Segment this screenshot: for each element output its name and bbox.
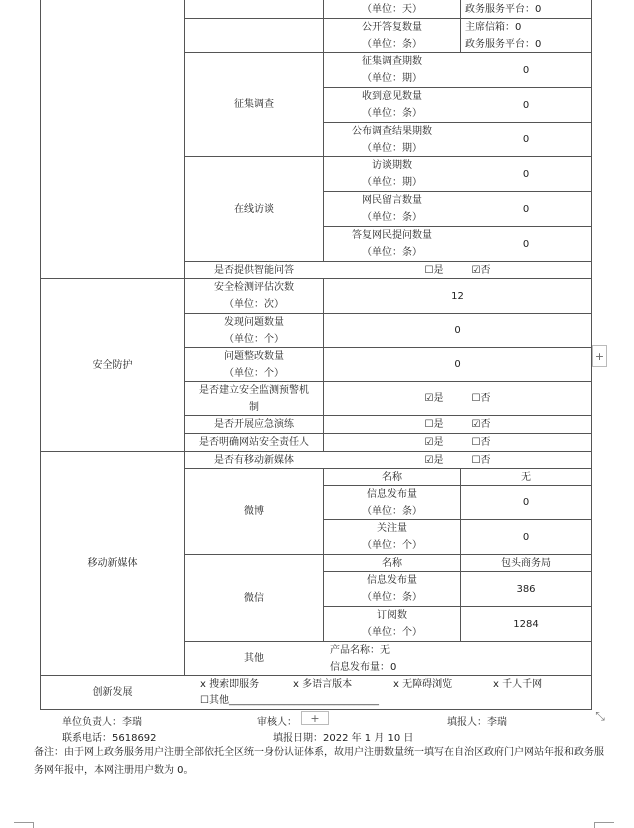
has-mobile-no-checkbox[interactable]: ☐否 xyxy=(471,454,491,466)
item-cell: 是否明确网站安全责任人 xyxy=(199,437,309,448)
item-cell: 名称 xyxy=(382,557,402,569)
fill-date: 填报日期：2022 年 1 月 10 日 xyxy=(273,733,414,744)
value-cell: 0 xyxy=(522,99,530,111)
value-line: 政务服务平台：0 xyxy=(465,39,542,50)
crop-mark xyxy=(14,822,34,823)
value-cell: 1284 xyxy=(513,618,539,630)
crop-mark xyxy=(33,822,34,828)
value-line: 主席信箱：0 xyxy=(465,22,522,33)
item-cell: 安全检测评估次数 （单位：次） xyxy=(214,282,294,310)
value-cell: 0 xyxy=(522,64,530,76)
has-mobile-yes-checkbox[interactable]: ☑是 xyxy=(424,454,444,466)
report-table xyxy=(40,0,592,710)
smart-qa-options xyxy=(324,262,591,278)
item-cell: 信息发布量 （单位：条） xyxy=(362,575,422,603)
value-cell xyxy=(461,0,591,18)
add-row-button[interactable]: + xyxy=(592,345,607,367)
reviewer: 审核人： xyxy=(257,717,297,728)
value-cell: 0 xyxy=(522,134,530,145)
drill-options xyxy=(324,416,591,433)
item-cell: 收到意见数量 （单位：条） xyxy=(362,91,422,119)
has-mobile-options xyxy=(324,452,591,468)
expand-icon[interactable]: ⤡ xyxy=(595,709,605,723)
item-line: （单位：条） xyxy=(362,38,422,50)
item-line: 公开答复数量 xyxy=(362,21,422,33)
survey-label: 征集调查 xyxy=(234,99,274,110)
unit-leader: 单位负责人：李瑞 xyxy=(62,717,142,728)
item-cell xyxy=(324,19,460,52)
responsible-options xyxy=(324,434,591,451)
other-label: 其他 xyxy=(244,653,264,664)
has-mobile-label: 是否有移动新媒体 xyxy=(214,454,294,466)
item-cell: 问题整改数量 （单位：个） xyxy=(224,350,284,379)
value-cell: 0 xyxy=(522,238,530,250)
crop-mark xyxy=(594,822,614,823)
security-label: 安全防护 xyxy=(92,359,133,371)
option-multilingual[interactable]: x 多语言版本 xyxy=(293,679,353,690)
item-cell: 征集调查期数 （单位：期） xyxy=(362,56,422,84)
warning-options xyxy=(324,382,591,415)
reporter: 填报人：李瑞 xyxy=(447,717,507,728)
item-cell: 答复网民提问数量 （单位：条） xyxy=(352,230,432,258)
responsible-no-checkbox[interactable]: ☐否 xyxy=(471,437,491,448)
item-line: （单位：天） xyxy=(362,3,422,15)
option-search-service[interactable]: x 搜索即服务 xyxy=(200,679,260,690)
interview-label: 在线访谈 xyxy=(234,203,274,215)
item-cell: 是否开展应急演练 xyxy=(214,419,294,430)
responsible-yes-checkbox[interactable]: ☑是 xyxy=(424,437,444,448)
value-cell: 12 xyxy=(451,290,464,302)
value-cell: 无 xyxy=(521,471,531,483)
item-cell: 公布调查结果期数 （单位：期） xyxy=(352,125,432,154)
innovation-label: 创新发展 xyxy=(92,687,133,698)
drill-no-checkbox[interactable]: ☑否 xyxy=(471,419,491,430)
item-cell: 访谈期数 （单位：期） xyxy=(362,160,422,188)
option-accessibility[interactable]: x 无障碍浏览 xyxy=(393,679,453,690)
footnote: 备注：由于网上政务服务用户注册全部依托全区统一身份认证体系，故用户注册数量统一填写在自治区政府门户网站年报和政务服务网年报中，本网注册用户数为 0。 xyxy=(34,747,604,776)
value-cell: 包头商务局 xyxy=(501,557,551,569)
weixin-label: 微信 xyxy=(244,592,264,604)
weibo-label: 微博 xyxy=(244,506,264,517)
item-cell: 关注量 （单位：个） xyxy=(362,523,422,551)
value-cell: 0 xyxy=(454,325,461,336)
item-cell: 发现问题数量 （单位：个） xyxy=(224,316,284,345)
item-cell: 网民留言数量 （单位：条） xyxy=(362,195,422,223)
other-value: 产品名称：无 信息发布量：0 xyxy=(330,645,397,673)
value-cell: 0 xyxy=(522,531,530,543)
innovation-options xyxy=(200,677,590,709)
warning-yes-checkbox[interactable]: ☑是 xyxy=(424,393,444,404)
add-reviewer-button[interactable]: + xyxy=(301,711,329,725)
value-cell: 0 xyxy=(522,203,530,215)
item-cell: 订阅数 （单位：个） xyxy=(362,610,422,638)
value-text: 政务服务平台：0 xyxy=(465,3,542,15)
value-cell: 0 xyxy=(522,497,530,508)
item-cell: 名称 xyxy=(382,471,402,483)
value-cell xyxy=(461,19,591,52)
value-cell: 386 xyxy=(516,583,536,595)
option-other[interactable]: ☐其他______________________________ xyxy=(200,695,379,706)
smart-qa-no-checkbox[interactable]: ☑否 xyxy=(471,264,491,276)
drill-yes-checkbox[interactable]: ☐是 xyxy=(424,419,444,430)
warning-no-checkbox[interactable]: ☐否 xyxy=(471,393,491,404)
smart-qa-label: 是否提供智能问答 xyxy=(214,264,294,276)
contact-phone: 联系电话：5618692 xyxy=(62,733,157,744)
item-cell xyxy=(324,0,460,18)
smart-qa-yes-checkbox[interactable]: ☐是 xyxy=(424,264,444,276)
option-personalized[interactable]: x 千人千网 xyxy=(493,679,543,690)
item-cell: 信息发布量 （单位：条） xyxy=(362,488,422,517)
mobile-label: 移动新媒体 xyxy=(87,558,138,569)
value-cell: 0 xyxy=(522,168,530,180)
value-cell: 0 xyxy=(454,359,461,370)
crop-mark xyxy=(594,822,595,828)
item-cell: 是否建立安全监测预警机 制 xyxy=(199,384,309,413)
